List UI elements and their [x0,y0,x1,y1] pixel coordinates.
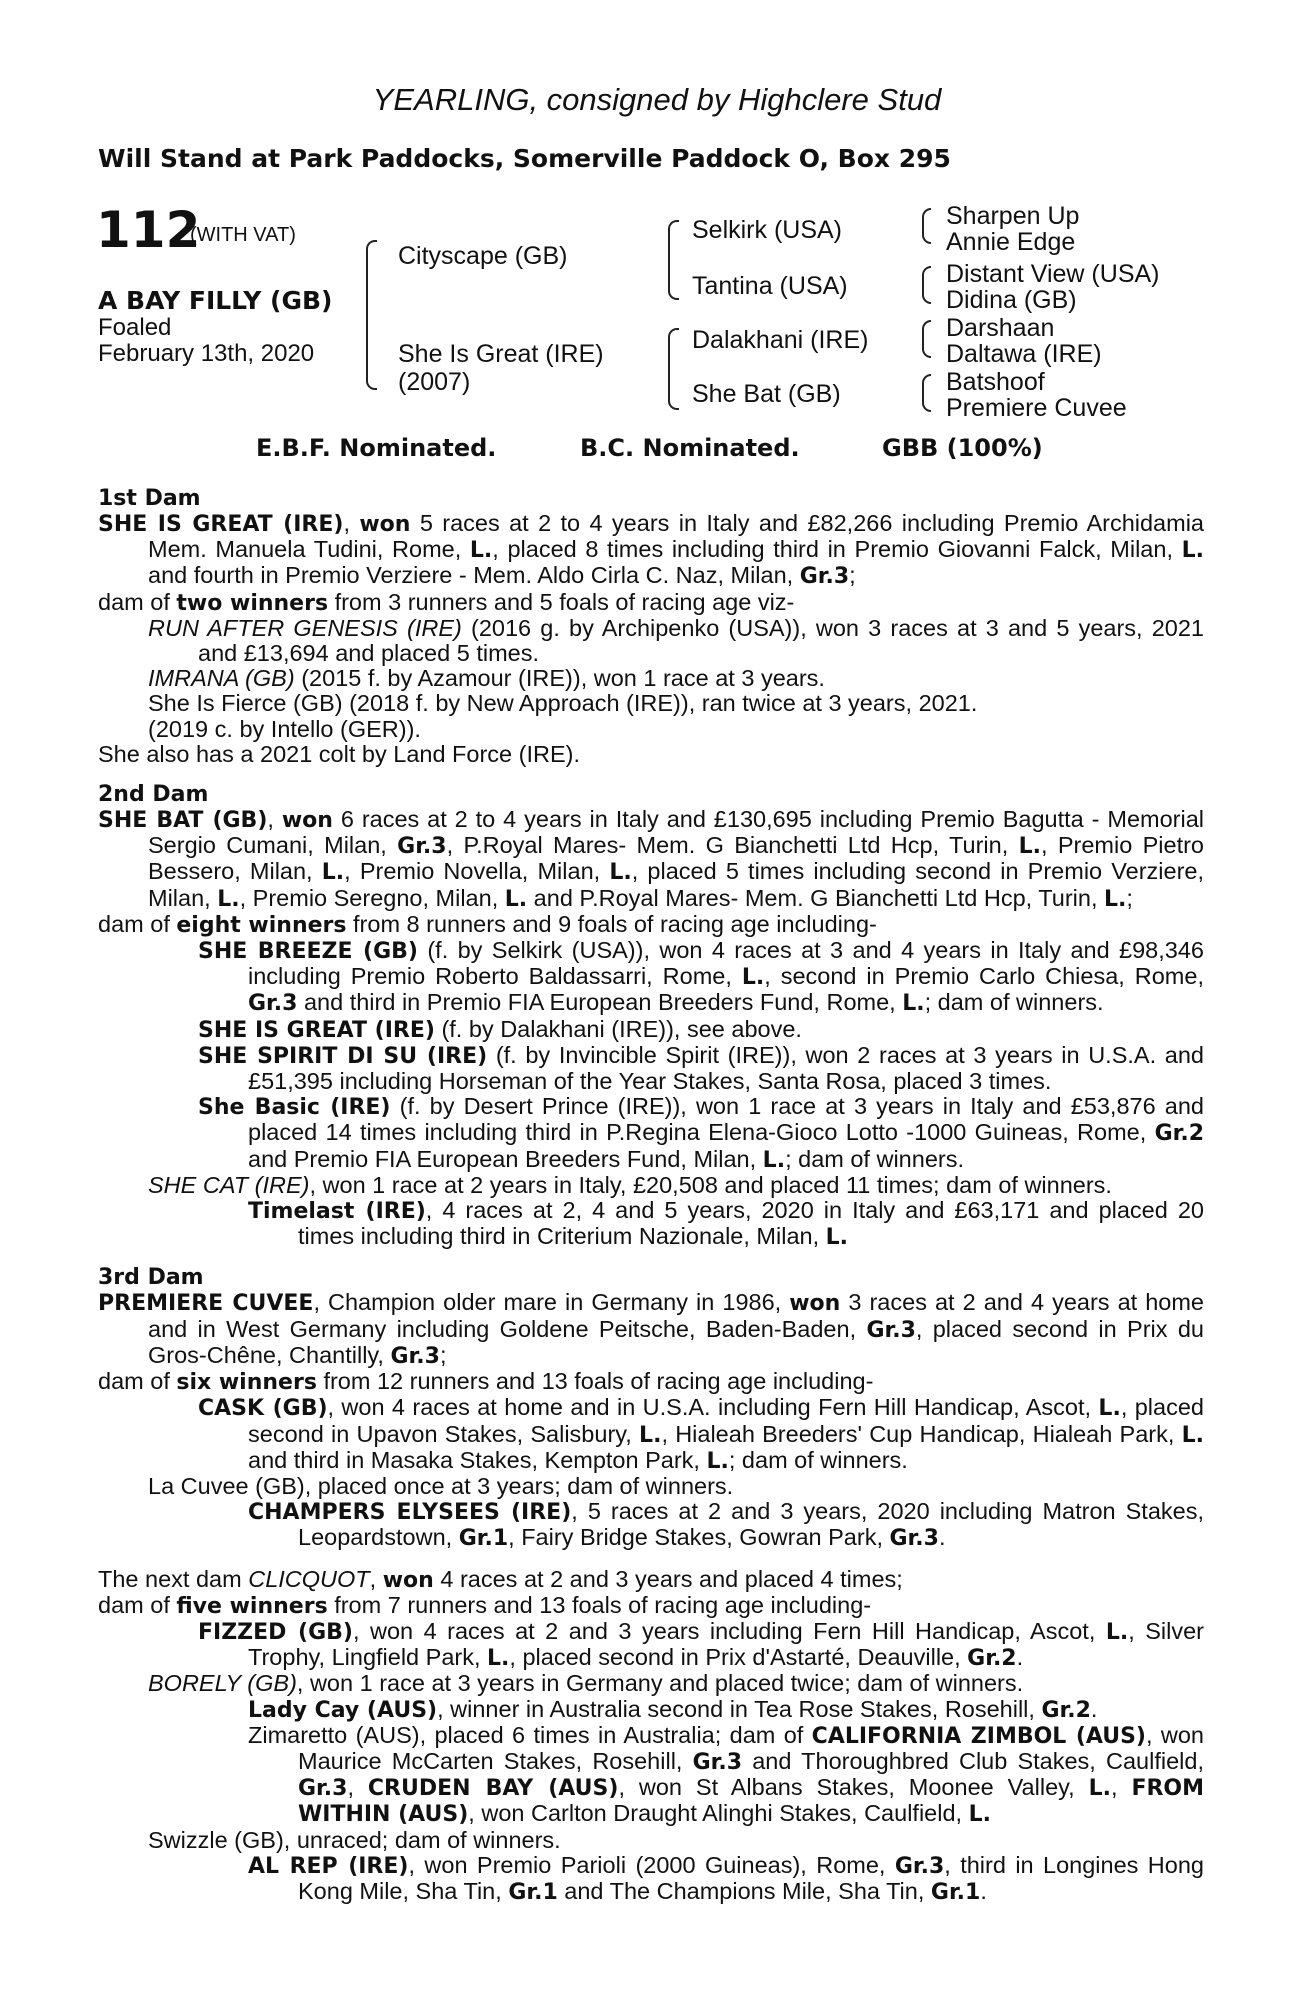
bold-text: Gr.3 [799,564,850,590]
text-run: , placed second in Upavon Stakes, Salisbury, [248,1394,1204,1447]
bold-text: SHE IS GREAT (IRE) [198,1017,435,1043]
first-dam-offspring-1 [98,616,1204,666]
text-run: from 8 runners and 9 foals of racing age including- [346,910,877,937]
text-run: (2019 c. by Intello (GER)). [148,715,421,742]
text-run: , 5 races at 2 and 3 years, 2020 including Matron Stakes, Leopardstown, [298,1498,1205,1551]
text-run: , Premio Seregno, Milan, [239,884,505,911]
text-run: , placed 8 times including third in Premio Giovanni Falck, Milan, [492,536,1182,563]
pedigree-sire-dam: Tantina (USA) [692,272,848,300]
pedigree-notes [98,486,1204,1920]
pedigree-dam-dam: She Bat (GB) [692,380,841,408]
text-run: , Silver Trophy, Lingfield Park, [248,1617,1205,1671]
second-dam-record [98,807,1204,912]
bold-text: AL REP (IRE) [248,1853,409,1879]
text-run: , [369,1565,383,1592]
bold-text: CRUDEN BAY (AUS) [367,1776,619,1802]
offspring-entry [98,1395,1204,1474]
pedigree-dam-year: (2007) [398,368,471,396]
first-dam-record [98,511,1204,590]
text-run: and fourth in Premio Verziere - Mem. Aldo Cirla C. Naz, Milan, [148,562,800,589]
text-run: , won St Albans Stakes, Moonee Valley, [618,1774,1089,1801]
pedigree-dam-sire: Dalakhani (IRE) [692,326,869,354]
first-dam-note: She also has a 2021 colt by Land Force (IRE). [98,740,581,767]
text-run: (f. by Dalakhani (IRE)), see above. [434,1015,802,1042]
offspring-entry [98,1828,1204,1853]
bold-text: won [382,1567,434,1593]
text-run: , Premio Novella, Milan, [344,858,610,885]
bold-text: L. [321,860,345,886]
bold-text: Gr.3 [248,991,298,1017]
bold-text: FROM WITHIN (AUS) [298,1776,1205,1828]
bold-text: Lady Cay (AUS) [248,1697,438,1723]
first-dam-offspring-2 [98,666,1204,691]
text-run: , placed second in Prix du Gros-Chêne, Chantilly, [148,1315,1204,1368]
text-run: . [980,1877,987,1904]
text-run: Zimaretto (AUS), placed 6 times in Australia; dam of [248,1721,812,1748]
text-run: , P.Royal Mares- Mem. G Bianchetti Ltd Hcp, Turin, [446,832,1019,859]
text-run: dam of [98,1591,177,1618]
text-run: dam of [98,910,177,937]
pedigree-dds: Batshoof [946,368,1045,396]
pedigree-sdd: Didina (GB) [946,286,1077,314]
text-run: ; dam of winners. [728,1446,908,1473]
bold-text: five winners [176,1593,328,1619]
text-run: 6 races at 2 to 4 years in Italy and £130,695 including Premio Bagutta - Memorial Sergio Cumani, Milan, [148,806,1204,859]
bold-text: L. [609,860,632,886]
text-run: ; [849,562,856,589]
pedigree-brace-1 [366,240,377,390]
bold-text: Gr.1 [458,1526,509,1552]
bold-text: SHE IS GREAT (IRE) [98,512,344,537]
text-run: 5 races at 2 to 4 years in Italy and £82,266 including Premio Archidamia Mem. Manuela Tudini, Rome, [148,510,1204,563]
bold-text: L. [217,886,240,912]
text-run: Swizzle (GB), unraced; dam of winners. [148,1826,561,1853]
pedigree-brace-3b [922,266,931,304]
text-run: and P.Royal Mares- Mem. G Bianchetti Ltd Hcp, Turin, [527,884,1105,911]
offspring-entry [98,1043,1204,1094]
bold-text: L. [1088,1776,1111,1802]
text-run: , [267,806,282,833]
offspring-entry [98,1094,1204,1173]
vat-label: (WITH VAT) [190,224,296,246]
horse-name: A BAY FILLY (GB) [98,286,333,315]
bold-text: L. [469,538,493,564]
text-run: from 3 runners and 5 foals of racing age viz- [328,588,795,615]
text-run: , third in Longines Hong Kong Mile, Sha Tin, [298,1851,1204,1904]
next-dam-record [98,1567,1204,1593]
second-dam-offspring-list [98,938,1204,1250]
text-run: from 7 runners and 13 foals of racing age including- [327,1591,872,1618]
bold-text: SHE BAT (GB) [98,808,268,834]
third-dam-offspring-list [98,1395,1204,1551]
text-run: , Champion older mare in Germany in 1986, [313,1289,790,1316]
text-run: , [343,510,360,536]
text-run: and The Champions Mile, Sha Tin, [557,1877,931,1904]
text-run: , won Carlton Draught Alinghi Stakes, Caulfield, [468,1800,969,1827]
bold-text: CASK (GB) [198,1396,328,1422]
bold-text: L. [968,1802,991,1828]
italic-text: BORELY (GB) [148,1670,297,1697]
pedigree-ssd: Annie Edge [946,228,1076,256]
foaled-label: Foaled [98,314,172,341]
text-run: dam of [98,588,177,615]
bold-text: Gr.1 [508,1879,558,1905]
bold-text: L. [1181,538,1205,564]
bold-text: Gr.3 [889,1526,939,1552]
offspring-entry [98,1723,1204,1828]
gbb-rating: GBB (100%) [882,434,1043,462]
italic-text: IMRANA (GB) [148,665,295,692]
pedigree-sire-sire: Selkirk (USA) [692,216,843,244]
bold-text: CALIFORNIA ZIMBOL (AUS) [811,1723,1146,1749]
pedigree-brace-3a [922,208,931,244]
pedigree-ddd: Premiere Cuvee [946,394,1127,422]
bold-text: L. [1105,1619,1129,1645]
text-run: ; dam of winners. [924,989,1104,1016]
pedigree-dam: She Is Great (IRE) [398,340,604,368]
bold-text: She Basic (IRE) [198,1095,391,1121]
pedigree-brace-3c [922,320,931,358]
bold-text: Gr.2 [967,1646,1017,1672]
bold-text: L. [1181,1422,1204,1448]
text-run: ; [439,1341,447,1368]
text-run: , Fairy Bridge Stakes, Gowran Park, [508,1524,890,1551]
text-run: (f. by Desert Prince (IRE)), won 1 race at 3 years in Italy and £53,876 and placed 14 times including third in P.Regina Elena-Gioco Lotto -1000 Guineas, Rome, [248,1093,1204,1146]
text-run: , won Maurice McCarten Stakes, Rosehill, [298,1721,1204,1774]
text-run: and third in Masaka Stakes, Kempton Park, [248,1446,707,1473]
bold-text: L. [639,1422,662,1448]
italic-text: CLICQUOT [248,1565,370,1592]
bold-text: L. [741,965,765,991]
bold-text: won [281,808,333,834]
text-run: , winner in Australia second in Tea Rose Stakes, Rosehill, [437,1695,1042,1722]
bold-text: CHAMPERS ELYSEES (IRE) [248,1500,572,1526]
text-run: ; dam of winners. [785,1145,964,1172]
bold-text: L. [487,1646,510,1672]
bold-text: L. [1104,886,1127,912]
bold-text: Gr.3 [397,834,447,860]
lot-number: 112 [96,201,201,259]
text-run: 3 races at 2 and 4 years at home and in West Germany including Goldene Peitsche, Baden-Baden, [148,1289,1205,1342]
pedigree-sss: Sharpen Up [946,202,1080,230]
text-run: , [1110,1774,1132,1801]
text-run: (2015 f. by Azamour (IRE)), won 1 race at 3 years. [294,665,825,692]
first-dam-offspring-3 [98,691,1204,716]
text-run: La Cuvee (GB), placed once at 3 years; dam of winners. [148,1472,734,1499]
bc-nomination: B.C. Nominated. [580,434,800,462]
third-dam-record [98,1290,1204,1369]
bold-text: Gr.3 [692,1749,743,1775]
text-run: . [1090,1695,1098,1722]
bold-text: Timelast (IRE) [248,1199,426,1225]
bold-text: L. [762,1147,786,1173]
text-run: . [938,1524,946,1551]
text-run: , won 4 races at home and in U.S.A. including Fern Hill Handicap, Ascot, [327,1394,1099,1421]
offspring-entry [98,1853,1204,1905]
next-dam-section [98,1567,1204,1906]
first-dam-section [98,486,1204,767]
bold-text: two winners [176,590,329,616]
bold-text: Gr.3 [894,1853,945,1879]
foaled-date: February 13th, 2020 [98,340,315,367]
text-run: 4 races at 2 and 3 years and placed 4 times; [433,1565,903,1592]
bold-text: SHE SPIRIT DI SU (IRE) [198,1043,488,1069]
bold-text: SHE BREEZE (GB) [198,939,418,965]
bold-text: FIZZED (GB) [198,1619,353,1645]
bold-text: Gr.1 [930,1879,981,1905]
text-run: and third in Premio FIA European Breeders Fund, Rome, [297,989,903,1016]
text-run: The next dam [98,1565,249,1592]
location-line: Will Stand at Park Paddocks, Somerville Paddock O, Box 295 [98,144,951,173]
bold-text: Gr.3 [298,1776,348,1802]
pedigree-brace-3d [922,374,931,412]
text-run: (2016 g. by Archipenko (USA)), won 3 races at 3 and 5 years, 2021 and £13,694 and placed 5 times. [198,614,1204,667]
text-run: from 12 runners and 13 foals of racing age including- [316,1368,874,1395]
text-run: and Thoroughbred Club Stakes, Caulfield, [742,1747,1204,1774]
text-run: , second in Premio Carlo Chiesa, Rome, [764,963,1204,990]
italic-text: RUN AFTER GENESIS (IRE) [148,614,462,641]
text-run: , Hialeah Breeders' Cup Handicap, Hialeah Park, [661,1420,1182,1447]
bold-text: six winners [176,1370,317,1396]
bold-text: Gr.2 [1041,1697,1091,1723]
italic-text: SHE CAT (IRE) [148,1171,310,1198]
bold-text: won [359,512,411,537]
second-dam-title: 2nd Dam [98,782,209,808]
text-run: , won 4 races at 2 and 3 years including Fern Hill Handicap, Ascot, [352,1617,1106,1644]
offspring-entry [98,1671,1204,1696]
bold-text: L. [706,1448,729,1474]
pedigree-dsd: Daltawa (IRE) [946,340,1102,368]
pedigree-dss: Darshaan [946,314,1055,342]
offspring-entry [98,938,1204,1017]
second-dam-section [98,782,1204,1250]
text-run: , won Premio Parioli (2000 Guineas), Rome, [408,1851,895,1878]
third-dam-title: 3rd Dam [98,1265,204,1291]
text-run: (f. by Invincible Spirit (IRE)), won 2 races at 3 years in U.S.A. and £51,395 including Horseman of the Year Stakes, Santa Rosa, placed 3 times. [248,1041,1204,1095]
pedigree-sire: Cityscape (GB) [398,242,568,270]
text-run: ; [1126,884,1133,911]
text-run: , 4 races at 2, 4 and 5 years, 2020 in Italy and £63,171 and placed 20 times including third in Criterium Nazionale, Milan, [298,1197,1204,1250]
bold-text: L. [1018,834,1041,860]
pedigree-brace-2a [668,220,679,300]
bold-text: won [789,1291,841,1317]
offspring-entry [98,1198,1204,1250]
text-run: , [347,1774,368,1801]
pedigree-brace-2b [668,328,679,410]
pedigree-sds: Distant View (USA) [946,260,1160,288]
text-run: dam of [98,1368,177,1395]
offspring-entry [98,1474,1204,1499]
text-run: . [1016,1644,1024,1671]
bold-text: Gr.3 [866,1317,916,1343]
second-dam-produce-intro [98,912,1204,938]
bold-text: L. [1098,1396,1121,1422]
third-dam-section [98,1265,1204,1551]
offspring-entry [98,1697,1204,1723]
text-run: She Is Fierce (GB) (2018 f. by New Approach (IRE)), ran twice at 3 years, 2021. [148,690,978,717]
bold-text: L. [504,886,528,912]
text-run: , Premio Pietro Bessero, Milan, [148,832,1204,885]
text-run: , placed 5 times including second in Premio Verziere, Milan, [148,858,1205,911]
bold-text: L. [902,991,925,1017]
next-dam-offspring-list [98,1619,1204,1905]
offspring-entry [98,1017,1204,1043]
third-dam-produce-intro [98,1369,1204,1395]
ebf-nomination: E.B.F. Nominated. [256,434,497,462]
offspring-entry [98,1173,1204,1198]
first-dam-title: 1st Dam [98,486,201,511]
text-run: , placed second in Prix d'Astarté, Deauville, [509,1644,968,1671]
offspring-entry [98,1499,1204,1551]
text-run: , won 1 race at 3 years in Germany and placed twice; dam of winners. [296,1670,1024,1697]
consignment-heading: YEARLING, consigned by Highclere Stud [372,82,942,117]
first-dam-produce-intro [98,590,1204,616]
first-dam-offspring-4 [98,717,1204,742]
bold-text: Gr.2 [1154,1121,1204,1147]
text-run: (f. by Selkirk (USA)), won 4 races at 3 and 4 years in Italy and £98,346 including Premio Roberto Baldassarri, Rome, [248,937,1204,990]
bold-text: Gr.3 [390,1343,440,1369]
text-run: and Premio FIA European Breeders Fund, Milan, [248,1145,763,1172]
offspring-entry [98,1619,1204,1671]
next-dam-produce-intro [98,1593,1204,1619]
bold-text: L. [825,1225,849,1251]
bold-text: PREMIERE CUVEE [98,1291,314,1317]
bold-text: eight winners [176,912,347,938]
text-run: , won 1 race at 2 years in Italy, £20,508 and placed 11 times; dam of winners. [309,1171,1112,1198]
